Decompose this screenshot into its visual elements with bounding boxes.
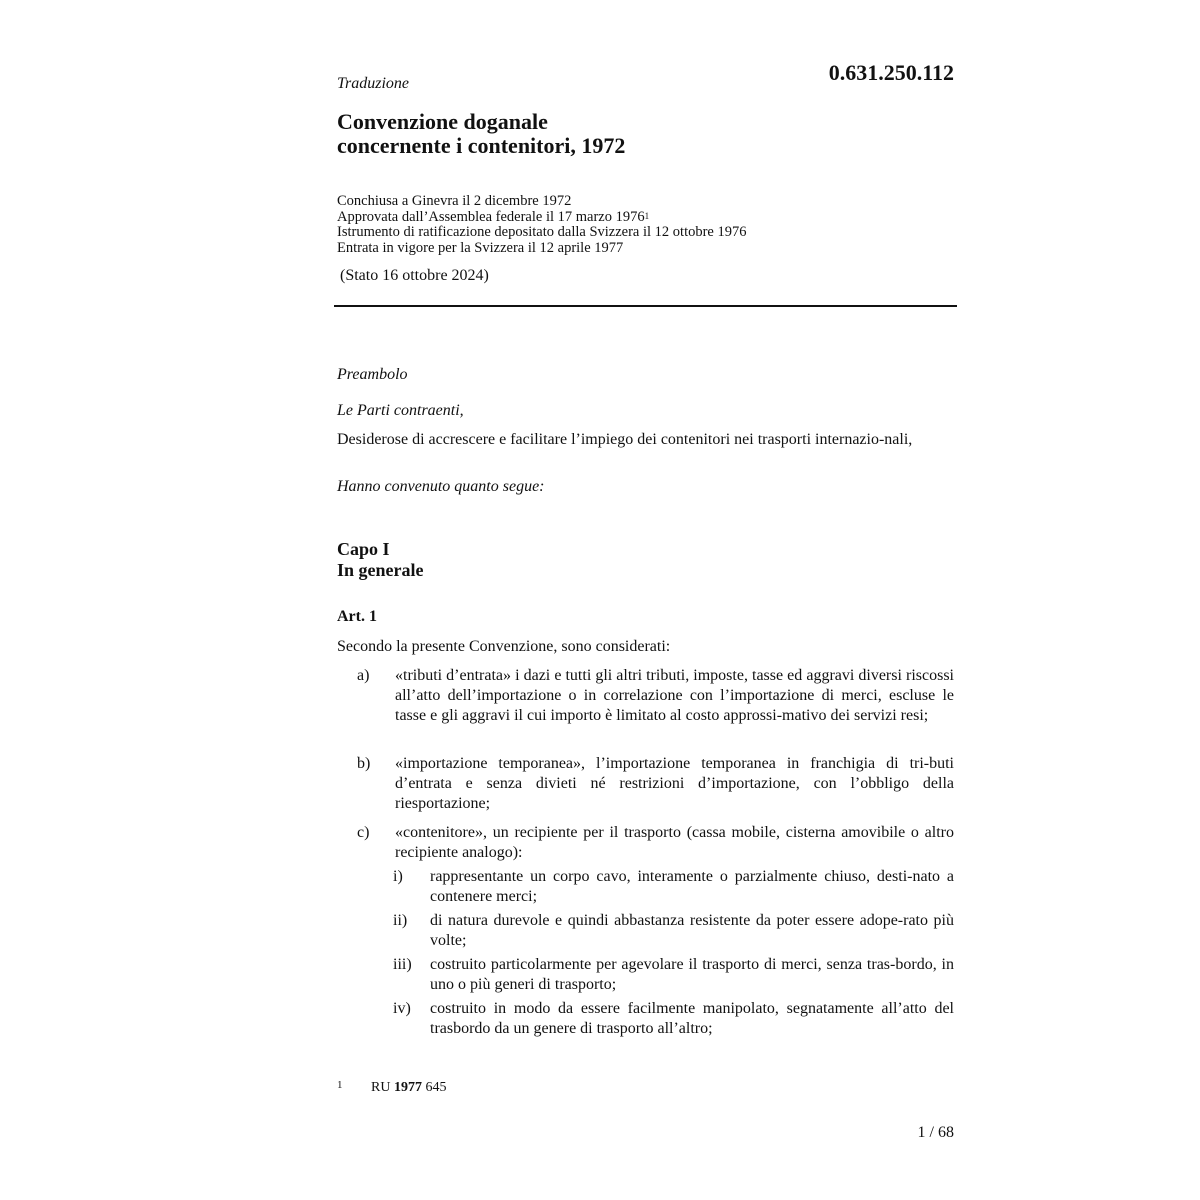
preamble-heading: Preambolo (337, 366, 408, 383)
meta-in-force: Entrata in vigore per la Svizzera il 12 aprile 1977 (337, 239, 624, 256)
subitem-label: iv) (393, 1000, 411, 1017)
translation-label: Traduzione (337, 75, 410, 92)
item-label: c) (357, 824, 370, 841)
meta-approved-line (337, 210, 747, 226)
subitem-text: costruito in modo da essere facilmente manipolato, segnatamente all’atto del trasbordo da un genere di trasporto all’altro; (430, 1000, 954, 1037)
footnote-number: 1 (337, 1079, 343, 1091)
sub-list-item (393, 911, 954, 951)
item-label: b) (357, 755, 371, 772)
header-divider (334, 305, 957, 307)
meta-concluded: Conchiusa a Ginevra il 2 dicembre 1972 (337, 193, 572, 209)
meta-approved: Approvata dall’Assemblea federale il 17 marzo 1976 (337, 208, 645, 225)
chapter-title: In generale (337, 560, 424, 580)
chapter-heading (337, 539, 423, 581)
subitem-label: iii) (393, 956, 412, 973)
item-text: «importazione temporanea», l’importazione temporanea in franchigia di tri-buti d’entrata e senza divieti né restrizioni d’importazione, con l’obbligo della riesportazione; (395, 755, 954, 812)
list-item (357, 666, 954, 746)
title-line-1: Convenzione doganale (337, 109, 548, 134)
footnote-page: 645 (425, 1080, 447, 1095)
sub-list-item (393, 955, 954, 995)
sub-list-item (393, 999, 954, 1039)
preamble-parties: Le Parti contraenti, (337, 402, 464, 419)
footnote-prefix: RU (371, 1080, 391, 1095)
sub-list-item (393, 867, 954, 907)
title-line-2: concernente i contenitori, 1972 (337, 133, 626, 158)
sr-number: 0.631.250.112 (828, 60, 954, 85)
subitem-label: ii) (393, 912, 408, 929)
chapter-number: Capo I (337, 539, 390, 559)
document-title (337, 110, 625, 158)
footnote-text (371, 1080, 446, 1096)
document-metadata (337, 194, 747, 256)
subitem-label: i) (393, 868, 403, 885)
page-number: 1 / 68 (917, 1124, 954, 1141)
preamble-desire: Desiderose di accrescere e facilitare l’impiego dei contenitori nei trasporti internazio-nali, (337, 431, 913, 448)
subitem-text: rappresentante un corpo cavo, interamente o parzialmente chiuso, desti-nato a contenere merci; (430, 868, 954, 905)
preamble-agreed: Hanno convenuto quanto segue: (337, 478, 545, 495)
footnote-ref-1[interactable]: 1 (644, 210, 650, 221)
article-heading: Art. 1 (337, 608, 377, 625)
subitem-text: di natura durevole e quindi abbastanza resistente da poter essere adope-rato più volte; (430, 912, 954, 949)
item-label: a) (357, 667, 370, 684)
article-intro: Secondo la presente Convenzione, sono considerati: (337, 638, 671, 655)
subitem-text: costruito particolarmente per agevolare il trasporto di merci, senza tras-bordo, in uno o più generi di trasporto; (430, 956, 954, 993)
status-date: (Stato 16 ottobre 2024) (340, 267, 489, 284)
list-item (357, 754, 954, 814)
list-item (357, 823, 954, 863)
item-text: «contenitore», un recipiente per il trasporto (cassa mobile, cisterna amovibile o altro recipiente analogo): (395, 824, 954, 861)
footnote-year: 1977 (393, 1080, 422, 1095)
item-text: «tributi d’entrata» i dazi e tutti gli altri tributi, imposte, tasse ed aggravi diversi riscossi all’atto dell’importazione o in correlazione con l’importazione di merci, escluse le tasse e gli aggravi il cui importo è limitato al costo approssi-mativo dei servizi resi; (395, 667, 954, 724)
meta-ratified: Istrumento di ratificazione depositato dalla Svizzera il 12 ottobre 1976 (337, 224, 747, 240)
